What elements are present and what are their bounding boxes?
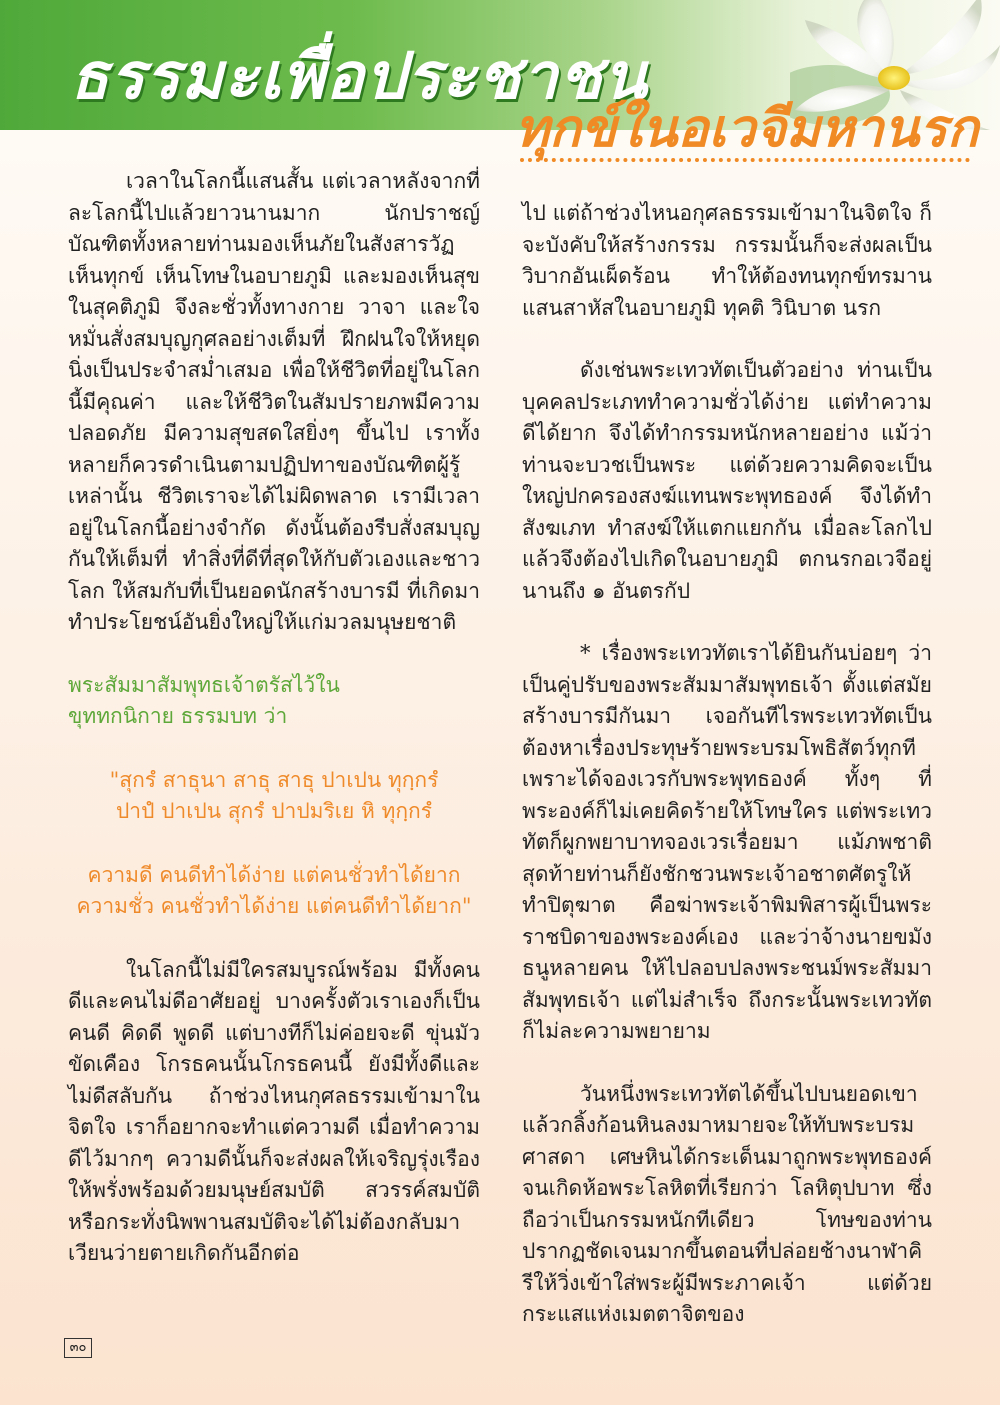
paragraph: วันหนึ่งพระเทวทัตได้ขึ้นไปบนยอดเขาแล้วกลิ้งก้อนหินลงมาหมายจะให้ทับพระบรมศาสดา เศษหินได้กระเด็นมาถูกพระพุทธองค์จนเกิดห้อพระโลหิตที่เรียกว่า โลหิตุปบาท ซึ่งถือว่าเป็นกรรมหนักทีเดียว โทษของท่านปรากฏชัดเจนมากขึ้นตอนที่ปล่อยช้างนาฬาคิรีให้วิ่งเข้าใส่พระผู้มีพระภาคเจ้า แต่ด้วยกระแสแห่งเมตตาจิตของ	[522, 1081, 932, 1326]
verse-translation: ความดี คนดีทำได้ง่าย แต่คนชั่วทำได้ยาก	[87, 862, 461, 887]
pali-verse: "สุกรํ สาธุนา สาธุ สาธุ ปาเปน ทุกฺกรํ	[109, 767, 439, 792]
title-dotted-divider	[520, 150, 970, 162]
paragraph: ในโลกนี้ไม่มีใครสมบูรณ์พร้อม มีทั้งคนดีและคนไม่ดีอาศัยอยู่ บางครั้งตัวเราเองก็เป็นคนดี คิดดี พูดดี แต่บางทีก็ไม่ค่อยจะดี ขุ่นมัว ขัดเคือง โกรธคนนั้นโกรธคนนี้ ยังมีทั้งดีและไม่ดีสลับกัน ถ้าช่วงไหนกุศลธรรมเข้ามาในจิตใจ เราก็อยากจะทำแต่ความดี เมื่อทำความดีไว้มากๆ ความดีนั้นก็จะส่งผลให้เจริญรุ่งเรือง ให้พรั่งพร้อมด้วยมนุษย์สมบัติ สวรรค์สมบัติ หรือกระทั่งนิพพานสมบัติจะได้ไม่ต้องกลับมาเวียนว่ายตายเกิดกันอีกต่อ	[68, 957, 480, 1265]
paragraph: เวลาในโลกนี้แสนสั้น แต่เวลาหลังจากที่ละโลกนี้ไปแล้วยาวนานมาก นักปราชญ์บัณฑิตทั้งหลายท่านมองเห็นภัยในสังสารวัฏ เห็นทุกข์ เห็นโทษในอบายภูมิ และมองเห็นสุขในสุคติภูมิ จึงละชั่วทั้งทางกาย วาจา และใจ หมั่นสั่งสมบุญกุศลอย่างเต็มที่ ฝึกฝนใจให้หยุดนิ่งเป็นประจำสม่ำเสมอ เพื่อให้ชีวิตที่อยู่ในโลกนี้มีคุณค่า และให้ชีวิตในสัมปรายภพมีความปลอดภัย มีความสุขสดใสยิ่งๆ ขึ้นไป เราทั้งหลายก็ควรดำเนินตามปฏิปทาของบัณฑิตผู้รู้เหล่านั้น ชีวิตเราจะได้ไม่ผิดพลาด เรามีเวลาอยู่ในโลกนี้อย่างจำกัด ดังนั้นต้องรีบสั่งสมบุญกันให้เต็มที่ ทำสิ่งที่ดีที่สุดให้กับตัวเองและชาวโลก ให้สมกับที่เป็นยอดนักสร้างบารมี ที่เกิดมาทำประโยชน์อันยิ่งใหญ่ให้แก่มวลมนุษยชาติ	[68, 169, 480, 634]
paragraph: * เรื่องพระเทวทัตเราได้ยินกันบ่อยๆ ว่าเป็นคู่ปรับของพระสัมมาสัมพุทธเจ้า ตั้งแต่สมัยสร้างบารมีกันมา เจอกันทีไรพระเทวทัตเป็นต้องหาเรื่องประทุษร้ายพระบรมโพธิสัตว์ทุกที เพราะได้จองเวรกับพระพุทธองค์ ทั้งๆ ที่พระองค์ก็ไม่เคยคิดร้ายให้โทษใคร แต่พระเทวทัตก็ผูกพยาบาทจองเวรเรื่อยมา แม้ภพชาติสุดท้ายท่านก็ยังชักชวนพระเจ้าอชาตศัตรูให้ทำปิตุฆาต คือฆ่าพระเจ้าพิมพิสารผู้เป็นพระราชบิดาของพระองค์เอง และว่าจ้างนายขมังธนูหลายคน ให้ไปลอบปลงพระชนม์พระสัมมาสัมพุทธเจ้า แต่ไม่สำเร็จ ถึงกระนั้นพระเทวทัตก็ไม่ละความพยายาม	[522, 641, 932, 1043]
page-number: ๓๐	[64, 1338, 92, 1358]
left-column	[68, 166, 480, 1270]
magazine-section-title: ธรรมะเพื่อประชาชน	[70, 39, 648, 114]
paragraph: ดังเช่นพระเทวทัตเป็นตัวอย่าง ท่านเป็นบุคคลประเภททำความชั่วได้ง่าย แต่ทำความดีได้ยาก จึงได้ทำกรรมหนักหลายอย่าง แม้ว่าท่านจะบวชเป็นพระ แต่ด้วยความคิดจะเป็นใหญ่ปกครองสงฆ์แทนพระพุทธองค์ จึงได้ทำสังฆเภท ทำสงฆ์ให้แตกแยกกัน เมื่อละโลกไปแล้วจึงต้องไปเกิดในอบายภูมิ ตกนรกอเวจีอยู่นานถึง ๑ อันตรกัป	[522, 358, 932, 603]
pali-verse: ปาปํ ปาเปน สุกรํ ปาปมริเย หิ ทุกฺกรํ	[115, 799, 433, 823]
paragraph: ไป แต่ถ้าช่วงไหนอกุศลธรรมเข้ามาในจิตใจ ก็จะบังคับให้สร้างกรรม กรรมนั้นก็จะส่งผลเป็นวิบากอันเผ็ดร้อน ทำให้ต้องทนทุกข์ทรมานแสนสาหัสในอบายภูมิ ทุคติ วินิบาต นรก	[522, 201, 932, 320]
verse-translation: ความชั่ว คนชั่วทำได้ง่าย แต่คนดีทำได้ยาก"	[76, 894, 472, 918]
article-title: ทุกข์ในอเวจีมหานรก	[515, 98, 979, 159]
quote-intro: ขุททกนิกาย ธรรมบท ว่า	[68, 704, 288, 728]
quote-intro: พระสัมมาสัมพุทธเจ้าตรัสไว้ใน	[68, 672, 340, 697]
right-column	[522, 198, 932, 1331]
